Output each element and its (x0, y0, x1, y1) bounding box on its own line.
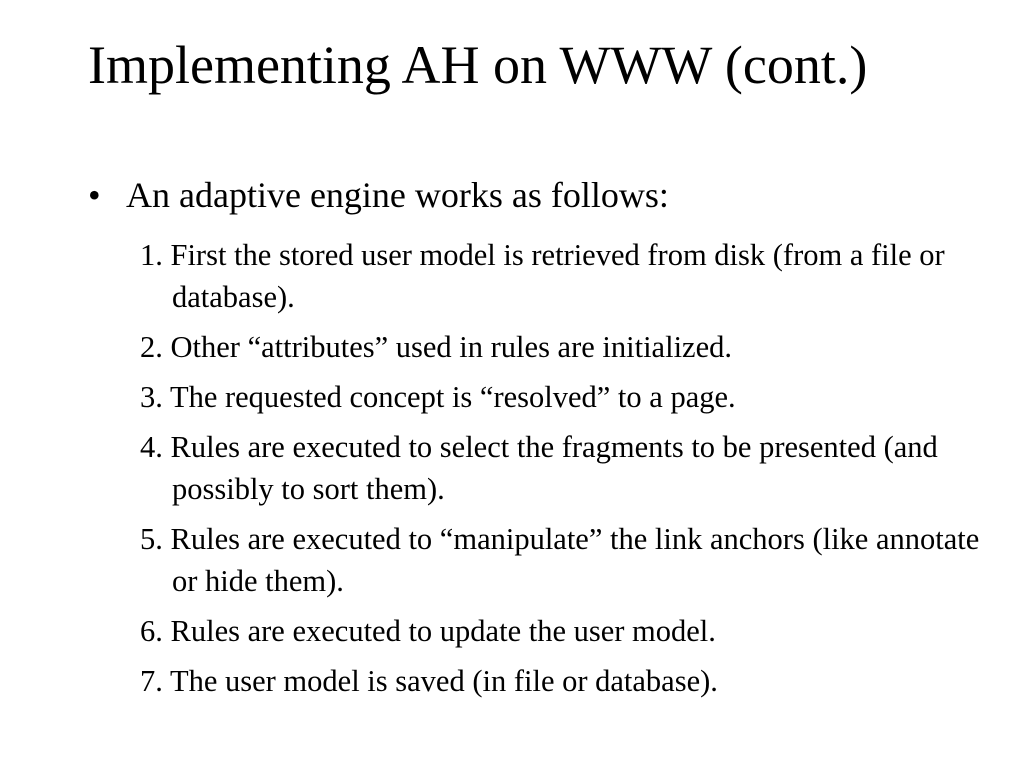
step-item-4: 4. Rules are executed to select the fragments to be presented (and possibly to sort them). (140, 430, 938, 506)
step-item-6: 6. Rules are executed to update the user model. (140, 614, 716, 648)
step-item-7: 7. The user model is saved (in file or database). (140, 664, 718, 698)
step-item-2: 2. Other “attributes” used in rules are initialized. (140, 330, 732, 364)
step-list (140, 234, 980, 710)
bullet-item (88, 175, 669, 216)
step-item-1: 1. First the stored user model is retrieved from disk (from a file or database). (140, 238, 945, 314)
bullet-text: An adaptive engine works as follows: (126, 175, 669, 215)
step-item-3: 3. The requested concept is “resolved” to a page. (140, 380, 736, 414)
step-item-5: 5. Rules are executed to “manipulate” the link anchors (like annotate or hide them). (140, 522, 980, 598)
bullet-marker: • (88, 175, 101, 215)
slide-title: Implementing AH on WWW (cont.) (88, 35, 868, 95)
